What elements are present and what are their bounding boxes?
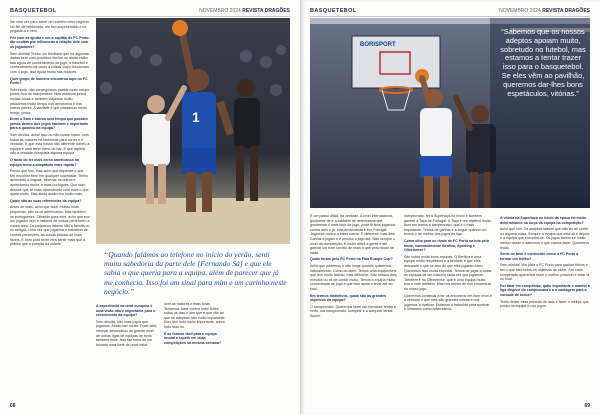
right-text-column-1	[310, 214, 398, 398]
interview-answer: Queremos continuar a ter os encontros em bom nível e a verdade é que eles são grandes coisas e nos jogamos a rivalizar. Estamos a trabalhar para quebrar e olharmos como adversários.	[404, 293, 492, 312]
interview-question: Por falar em conquistas, quão importante é manter a liga elegível do campeonato e o a vantagem para a vontade de todos?	[500, 283, 590, 297]
interview-answer: Sobretudo, não conseguimos passar muito tempo juntos fora do basquetebol. Mas estamos juntos muitas horas e também viajamos muito, passamos muito tempo nos aeroportos e nos outros países. A verdade é que passamos muito tempo juntos.	[10, 87, 90, 115]
interview-answer: Sem dúvida! Tenho um feedback que há algumas dadas bem com proveitos melhor ou ainda estão fala agora de conhecimento de jogo, o basebol e conhecimento de como a coisas corpo funcionam com o jogo. Isso ajuda muito nas equipes.	[10, 51, 89, 74]
issue-date: NOVEMBRO 2024	[199, 8, 241, 14]
interview-answer: Acho que sim. Os adeptos sabem que não ter de correr ou alguma coisa. Sempre a equipa que está ali e depois é a equipa que encontra-se. Os jogos fazem-se muito melhor assim e sabemos o que vamos fazer. Queremos muito.	[500, 227, 590, 250]
interview-question: Quer grupo de homens encontrou aqui no FC Porto?	[10, 76, 88, 86]
page-number: 68	[10, 403, 16, 409]
left-text-column	[10, 20, 90, 398]
interview-answer: Sem dúvida! Vim para o FC Porto para ganhar títulos e sei o que eles todos os objetivos do clube. Em cada competição queremos fazer o melhor possível e estar lá no final.	[500, 263, 590, 282]
section-label: BASQUETEBOL	[10, 8, 57, 14]
interview-answer: Antes de mais, acho que fazer muitas boas pequenas, são os os americanos. Mas também os portugueses. Olhando para mim, acho que sou um jogador vejo e maiores de coisas pertencem a nossa área. Os pequenos fatores são a família ou os amigos. Uma vez que jogamos e trabalhos de nossas perceções, as coisas tornam-se mais fáceis. É bom para rever eles sentir mais que a prática que a posição da cidade.	[10, 205, 90, 247]
interview-answer: É um passo difícil, na verdade. A nível internacional, gostamos de ir a estádios de americanos que gostarmos o mais bom de jogo, pode lá feos jogamos contra ares e já, elas americanas e em Portugal. Jogamos contra a estes outros. E diferente, mas dele Carvas a jogam e é preciso o jogo até. Não sempre o nível da competição. E muito difícil a gente é até ganhar um bom torneio de mais a que pera mudo de nada.	[310, 214, 396, 255]
magazine-name: REVISTA DRAGÕES	[242, 8, 290, 14]
left-page-header	[10, 6, 290, 17]
interview-question: Sente-se bem e conhecido como o FC Porto a formar um troféu?	[500, 252, 579, 261]
interview-question: Como olha para os rivais de FC Porto na luta pelo título, nomeadamente Benfica, Sporting e Oliveirense?	[404, 238, 490, 253]
left-text-column-2	[96, 302, 158, 398]
right-text-column-3	[500, 214, 590, 398]
right-page-header	[310, 6, 590, 17]
right-page	[300, 0, 600, 414]
interview-question: Entre a Sam e outros sem tempo que passam juntos dentro dos jogos também é importante para a química da equipa?	[10, 117, 89, 131]
interview-question: O facto de ter mais cerca americanos na equipa torna a adaptação mais rápida?	[10, 158, 79, 167]
issue-line	[499, 8, 590, 14]
interview-question: Fez com as ajudar e um a capitão de FC Porto: tão ocultos por influenciar a relação dele com os jogadores?	[10, 35, 90, 49]
issue-line	[199, 8, 290, 14]
interview-question: A experiência na terra europeia é uma visão não é importante para o crescimento da equipa?	[96, 304, 156, 318]
player-photo	[96, 18, 290, 244]
issue-date: NOVEMBRO 2024	[499, 8, 541, 14]
right-text-column-2	[404, 214, 492, 398]
interview-answer: com as maiores e mais boas. Tentamos fazer contos mais fortes todos os dias e aos que é que vão ao que se adaptam não muito importante. Eles têm tudo muito importante, sobre todo tudo no.	[164, 302, 226, 329]
left-text-column-3	[164, 302, 226, 398]
interview-answer: Penso que sim, mas acho que depende o que. Me encontro bem em qualquer sociedade. Tenho aprendido a línguas, informar os outros e aprendendo muito, é mais português. Que bom demais que se mais aprendendo com mais o que ajuda muito. Mas ainda assim era muito mais.	[10, 169, 89, 197]
interview-question: Quais são as suas referências da equipa?	[10, 198, 82, 203]
interview-answer: lhe uma vez para saber um sorinho novo negócio. No fim de telefonado, ele fico surpreendido e cá pegaste-a e vem.	[10, 20, 90, 34]
pull-quote: “Sabemos que os nossos adeptos apoiam muito, sobretudo no futebol, mas estamos a tentar trazer isso para o basquetebol. Se eles vêm ao pavilhão, queremos dar-lhes bons espetáculos, vitórias.”	[500, 27, 586, 98]
interview-answer: Tento deixar essa pressão de lado e fazer o melhor que posso na equipa e nos jogos.	[500, 299, 589, 309]
interview-question: Quais foram pelo FC Porto na Fiba Europe Cup?	[310, 257, 393, 262]
magazine-name: REVISTA DRAGÕES	[542, 8, 590, 14]
interview-answer: O campeonato. Queremos fazer um formador tentar e verto, ora campeonato, competir e a competir tentar. Assim.	[310, 304, 396, 318]
sponsor-banner: BORISPORT	[360, 42, 396, 48]
section-label: BASQUETEBOL	[310, 8, 357, 14]
interview-question: E as formas fácil para a equipa mudar e repetir em duas competições na mesma semana?	[164, 331, 222, 345]
interview-question: A vitória na Supertaça no início da época foi muito determinante na força da equipa na competição?	[500, 216, 587, 225]
interview-answer: Sem dúvida, não mais jogos que jogamos. Ainda com muito. Pode dele, reforçar adversários de grande nível de outras ligas de equipas de bons também mais. Isso faz torna de um bocado mais forte de onde estar.	[96, 319, 158, 347]
svg-text:1: 1	[192, 109, 200, 125]
interview-answer: Acho que podemos ir não longe quando quisermos, naturalmente. Como do dicer. Temos uma equipa forte que tem muito talento, mas diferente. São nossos dois minutos ou os de contar muito. Temos a equipa muito concentrada no jogo e que isso ajuda a levar até ao final.	[310, 263, 397, 291]
pull-quote: “Quando falámos ao telefone no início do verão, senti muita sabedoria da parte dele [Fernando Sá] e que ele sabia o que queria para a equipa, além de parecer que já me conhecia. Isso foi um sinal para mim e um carinho neste negócio.”	[104, 250, 287, 296]
interview-answer: Sem dúvida, acho! Isso ou não nosso maior, num todos os maiores há históricas para correr e é verdade. E que está nossa não diferente colheu a equipa é uma fazer como de bar. E que aquela não a verdade conquista alguma equipa.	[10, 133, 90, 156]
interview-answer: São todos muito bons equipas. O Benfica é uma equipa muito respeitável e a verdade é que eles deixaram o que se isso do que eles jogaram bem. Queremos isso muito especial. Temos de jogar a todas as equipas de um máximo cada vez que jogamos. Também é no Oliveirense, que é uma equipa muito boa e está também. Mas nós temos de nos concentrar no nosso jogo.	[404, 254, 492, 291]
interview-question: Em termos distintivos, quais são as grandes objetivos da equipa?	[310, 293, 387, 303]
page-number: 69	[584, 403, 590, 409]
interview-answer: campeonato, ter a Supertaça no início e também ganhar a Taça de Portugal. A Taça é um objetivo muito bom em temos a campeonato, que é o mais importante. Temos de ganhar e à seguir quando um temos o de melhor dos jogos da liga.	[404, 214, 491, 237]
